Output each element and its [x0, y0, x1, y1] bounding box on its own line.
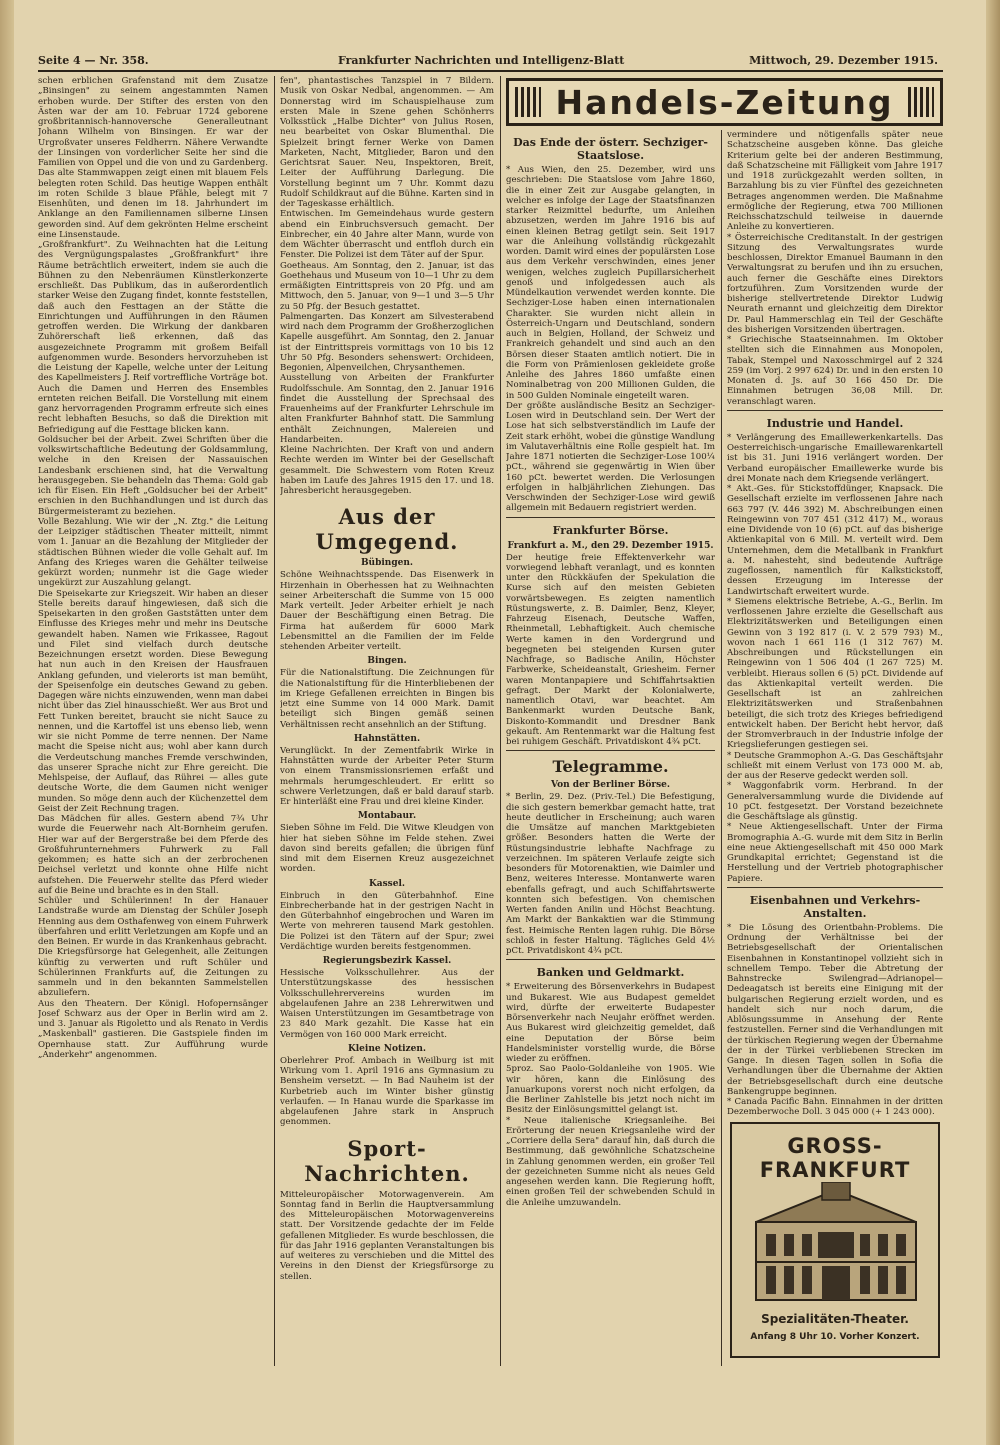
theater-building-illustration [752, 1182, 920, 1302]
column-3 [506, 130, 715, 1366]
article-text: * Canada Pacific Bahn. Einnahmen in der dritten Dezemberwoche Doll. 3 045 000 (+ 1 243 000). [727, 1097, 943, 1118]
article-text: Sieben Söhne im Feld. Die Witwe Kleudgen von hier hat sieben Söhne im Felde stehen. Zwei davon sind bereits gefallen; die übrigen fünf sind mit dem Eisernen Kreuz ausgezeichnet worden. [280, 823, 494, 875]
divider [506, 517, 715, 518]
article-text: Entwischen. Im Gemeindehaus wurde gestern abend ein Einbruchsversuch gemacht. Der Einbrecher, ein 40 Jahre alter Mann, wurde von dem Wächter überrascht und entfloh durch ein Fenster. Die Polizei ist dem Täter auf der Spur. [280, 209, 494, 261]
divider [506, 959, 715, 960]
article-text: * Erweiterung des Börsenverkehrs in Budapest und Bukarest. Wie aus Budapest gemeldet wird, dürfte der erweiterte Budapester Börsenverkehr nach Neujahr eröffnet werden. Aus Bukarest wird gleichzeitig gemeldet, daß eine Deputation der Börse beim Handelsminister vorstellig wurde, die Börse wieder zu eröffnen. [506, 982, 715, 1064]
article-text: fen", phantastisches Tanzspiel in 7 Bildern. Musik von Oskar Nedbal, angenommen. — Am Donnerstag wird im Schauspielhause zum ersten Male in Szene gehen Schönherrs Volksstück „Halbe Dichter" von Julius Rosen, neu bearbeitet von Oskar Blumenthal. Die Spielzeit bringt ferner Werke von Damen Marketen, Nacht, Mitglieder, Baron und den Gerichtsrat Sauer. Neu, Inspektoren, Breit, Leiter der Aufführung Darlegung. Die Vorstellung beginnt um 7 Uhr. Kommt dazu Rudolf Schildkraut auf die Bühne. Karten sind in der Tageskasse erhältlich. [280, 76, 494, 209]
place-heading: Kleine Notizen. [347, 1043, 427, 1054]
section-heading: Sport-Nachrichten. [304, 1135, 470, 1186]
article-heading: Banken und Geldmarkt. [536, 966, 685, 980]
article-text: * Neue italienische Kriegsanleihe. Bei Erörterung der neuen Kriegsanleihe wird der „Corriere della Sera" darauf hin, daß durch die Bestimmung, daß gewöhnliche Schatzscheine in Zahlung genommen werden, ein großer Teil der gezeichneten Summe nicht als neues Geld angesehen werden kann. Die Regierung hofft, einen großen Teil der schwebenden Schuld in die Anleihe umzuwandeln. [506, 1115, 715, 1208]
article-text: Palmengarten. Das Konzert am Silvesterabend wird nach dem Programm der Großherzoglichen Kapelle ausgeführt. Am Sonntag, den 2. Januar ist der Eintrittspreis vormittags von 10 bis 12 Uhr 50 Pfg. Besonders sehenswert: Orchideen, Begonien, Alpenveilchen, Chrysanthemen. [280, 311, 494, 373]
article-text: Kleine Nachrichten. Der Kraft von und andern Rechte werden im Winter bei der Gesellschaft gesammelt. Die Schwestern vom Roten Kreuz haben im Laufe des Jahres 1915 den 17. und 18. Jahresbericht herausgegeben. [280, 445, 494, 496]
divider [506, 750, 715, 751]
column-divider [500, 76, 501, 1366]
column-divider [274, 76, 275, 1366]
article-text: * Berlin, 29. Dez. (Priv.-Tel.) Die Befestigung, die sich gestern bemerkbar gemacht hatte, trat heute deutlicher in Erscheinung; auch waren die Umsätze auf manchen Marktgebieten größer. Besonders hatten die Werte der Rüstungsindustrie lebhafte Nachfrage zu verzeichnen. Im späteren Verlaufe zeigte sich besonders für Motorenaktien, wie Daimler und Benz, weiteres Interesse. Montanwerte waren ebenfalls gefragt, und auch Schiffahrtswerte konnten sich befestigen. Von chemischen Werten fanden Anilin und Höchst Beachtung. Am Markt der Bankaktien war die Stimmung fest. Heimische Renten lagen ruhig. Die Börse schloß in fester Haltung. Tägliches Geld 4½ pCt. Privatdiskont 4¾ pCt. [506, 792, 715, 956]
article-text: Der heutige freie Effektenverkehr war vorwiegend lebhaft veranlagt, und es konnten unter den Rückkäufen der Spekulation die Kurse sich auf den meisten Gebieten vorwärtsbewegen. Es zeigten namentlich Rüstungswerte, z. B. Daimler, Benz, Kleyer, Fahrzeug Eisenach, Deutsche Waffen, Rheinmetall, Lebhaftigkeit. Auch chemische Werte kamen in den Vordergrund und begegneten bei steigenden Kursen guter Nachfrage, so Badische Anilin, Höchster Farbwerke, Scheideanstalt, Griesheim. Ferner waren Montanpapiere und Schiffahrtsaktien gefragt. Der Markt der Kolonialwerte, namentlich Otavi, war beachtet. Am Bankenmarkt wurden Deutsche Bank, Diskonto-Kommandit und Dresdner Bank gekauft. Am Rentenmarkt war die Haltung fest bei ruhigem Geschäft. Privatdiskont 4¾ pCt. [506, 552, 715, 747]
masthead-ornament [908, 87, 934, 117]
masthead-ornament [515, 87, 541, 117]
article-text: * Aus Wien, den 25. Dezember, wird uns geschrieben: Die Staatslose vom Jahre 1860, die in einer Zeit zur Ausgabe gelangten, in welcher es infolge der Lage der Staatsfinanzen starker Reizmittel bedurfte, um Anleihen abzusetzen, werden im Jahre 1916 bis auf einen kleinen Betrag getilgt sein. Seit 1917 war die Anleihung vollständig rückgezahlt worden. Damit wird eines der populärsten Lose aus dem Verkehr verschwinden, eines jener wenigen, welches zugleich Pupillarsicherheit genoß und infolgedessen auch als Mündelkaution verwendet werden konnte. Die Sechziger-Lose haben einen internationalen Charakter. Sie wurden nicht allein in Österreich-Ungarn und Deutschland, sondern auch in Belgien, Holland, der Schweiz und Frankreich gehandelt und sind auch an den Börsen dieser Staaten amtlich notiert. Die in die Form von Prämienlosen gekleidete große Anleihe des Jahres 1860 umfaßte einen Nominalbetrag von 200 Millionen Gulden, die in 500 Gulden Nominale eingeteilt waren. [506, 165, 715, 401]
ad-subtitle: Spezialitäten-Theater. [761, 1312, 909, 1326]
paper-edge-right [986, 0, 1000, 1445]
article-text: vermindere und nötigenfalls später neue Schatzscheine ausgeben könne. Das gleiche Kriterium gelte bei der anderen Bestimmung, daß Schatzscheine mit Fälligkeit vom Jahre 1917 und 1918 zurückgezahlt werden sollten, in Barzahlung bis zu vier Fünftel des gezeichneten Betrages angenommen werden. Die Maßnahme ermögliche der Regierung, etwa 700 Millionen Reichsschatzschuld teilweise in dauernde Anleihe zu konvertieren. [727, 130, 943, 233]
section-heading: Aus der Umgegend. [315, 504, 459, 555]
article-text: „Großfrankfurt". Zu Weihnachten hat die Leitung des Vergnügungspalastes „Großfrankfurt" ihre Räume beträchtlich erweitert, indem sie auch die Bühnen zu den Nebenräumen Künstlerkonzerte erschließt. Das Publikum, das in außerordentlich starker Weise den Zugang findet, konnte feststellen, daß auch den Festtagen an der Stätte die Einrichtungen und Aufführungen in den Räumen getroffen werden. Die Wirkung der dankbaren Zuhörerschaft ließ erkennen, daß das ausgezeichnete Programm mit großem Beifall aufgenommen wurde. Besonders hervorzuheben ist die Leistung der Kapelle, welche unter der Leitung des Kapellmeisters J. Reif vortreffliche Vorträge bot. Auch die Damen und Herren des Ensembles ernteten reichen Beifall. Die Vorstellung mit einem ganz hervorragenden Programm erfreute sich eines recht lebhaften Besuchs, so daß die Direktion mit Befriedigung auf die Festtage blicken kann. [38, 240, 268, 435]
masthead-title: Handels-Zeitung [555, 82, 894, 122]
page-header [38, 50, 938, 70]
ad-showtime: Anfang 8 Uhr 10. Vorher Konzert. [750, 1332, 920, 1342]
article-text: Der größte ausländische Besitz an Sechziger-Losen wird in Deutschland sein. Der Wert der Lose hat sich selbstverständlich im Laufe der Zeit stark erhöht, wobei die günstige Wandlung im Valutaverhältnis eine Rolle gespielt hat. Im Jahre 1871 notierten die Sechziger-Lose 100¼ pCt., während sie gegenwärtig in Wien über 160 pCt. bewertet werden. Die Verlosungen erfolgen in halbjährlichen Ziehungen. Das Verschwinden der Sechziger-Lose wird gewiß allgemein mit Bedauern registriert werden. [506, 400, 715, 514]
place-heading: Kassel. [368, 878, 406, 889]
article-text: Verunglückt. In der Zementfabrik Wirke in Hahnstätten wurde der Arbeiter Peter Sturm von einem Transmissionsriemen erfaßt und mehrmals herumgeschleudert. Er erlitt so schwere Verletzungen, daß er bald darauf starb. Er hinterläßt eine Frau und drei kleine Kinder. [280, 745, 494, 807]
column-4 [727, 130, 943, 1118]
article-text: * Siemens elektrische Betriebe, A.-G., Berlin. Im verflossenen Jahre erzielte die Gesellschaft aus Elektrizitätswerken und Beteiligungen einen Gewinn von 3 192 817 (i. V. 2 579 793) M., wovon nach 1 661 116 (1 312 767) M. Abschreibungen und Rückstellungen ein Reingewinn von 1 506 404 (1 267 725) M. verbleibt. Hieraus sollen 6 (5) pCt. Dividende auf das Aktienkapital verteilt werden. Die Gesellschaft ist an zahlreichen Elektrizitätswerken und Straßenbahnen beteiligt, die sich trotz des Krieges befriedigend entwickelt haben. Der Bericht hebt hervor, daß der Stromverbrauch in der Industrie infolge der Kriegslieferungen gestiegen sei. [727, 596, 943, 751]
place-heading: Bingen. [367, 656, 407, 667]
place-heading: Bübingen. [360, 558, 414, 569]
handels-zeitung-masthead [506, 78, 943, 126]
article-text: Das Mädchen für alles. Gestern abend 7¾ Uhr wurde die Feuerwehr nach Alt-Bornheim gerufen. Hier war auf der Bergerstraße bei dem Pferde des Großfuhrunternehmers Fuhrwerk zu Fall gekommen; es hatte sich an der zerbrochenen Deichsel verletzt und konnte ohne Hilfe nicht aufstehen. Die Feuerwehr stellte das Pferd wieder auf die Beine und brachte es in den Stall. [38, 814, 268, 896]
header-newspaper-title: Frankfurter Nachrichten und Intelligenz-Blatt [338, 54, 625, 67]
article-heading: Das Ende der österr. Sechziger-Staatslose. [513, 136, 708, 162]
header-date: Mittwoch, 29. Dezember 1915. [749, 54, 938, 67]
article-text: Mitteleuropäischer Motorwagenverein. Am Sonntag fand in Berlin die Hauptversammlung des Mitteleuropäischen Motorwagenvereins statt. Der Vorsitzende gedachte der im Felde gefallenen Mitglieder. Es wurde beschlossen, die für das Jahr 1916 geplanten Veranstaltungen bis auf weiteres zu verschieben und die Mittel des Vereins in den Dienst der Kriegsfürsorge zu stellen. [280, 1189, 494, 1282]
article-text: Goetheaus. Am Sonntag, den 2. Januar, ist das Goethehaus und Museum von 10—1 Uhr zu dem ermäßigten Eintrittspreis von 20 Pfg. und am Mittwoch, den 5. Januar, von 9—1 und 3—5 Uhr zu 50 Pfg. der Besuch gestattet. [280, 260, 494, 312]
article-text: * Waggonfabrik vorm. Herbrand. In der Generalversammlung wurde die Dividende auf 10 pCt. festgesetzt. Der Vorstand bezeichnete die Geschäftslage als günstig. [727, 781, 943, 822]
article-text: Goldsucher bei der Arbeit. Zwei Schriften über die volkswirtschaftliche Bedeutung der Goldsammlung, welche in den Kreisen der Nassauischen Landesbank erschienen sind, hat die Verwaltung herausgegeben. Sie behandeln das Thema: Gold gab ich für Eisen. Ein Heft „Goldsucher bei der Arbeit" erschien in den Buchhandlungen und ist durch das Bürgermeisteramt zu beziehen. [38, 434, 268, 517]
article-text: schen erblichen Grafenstand mit dem Zusatze „Binsingen" zu seinem angestammten Namen erhoben wurde. Der Stifter des ersten von den Ästen war der am 10. Februar 1724 geborene großbritannisch-hannoversche Generalleutnant Johann Wilhelm von Binsingen. Er war der Urgroßvater unseres Feldherrn. Nähere Verwandte der Linsingen von vorderlicher Seite her sind die Familien von Oppel und die von und zu Gardenberg. Das alte Stammwappen zeigt einen mit blauem Fels belegten roten Schild. Das heutige Wappen enthält im roten Schilde 3 blaue Pfähle, belegt mit 7 Eisenhüten, und denen im 18. Jahrhundert im Anklange an den Familiennamen silberne Linsen geworden sind. Auf dem gekrönten Helme erscheint eine Linsenstaude. [38, 76, 268, 240]
article-text: Schöne Weihnachtsspende. Das Eisenwerk in Hirzenhain in Oberhessen hat zu Weihnachten seiner Arbeiterschaft die Summe von 15 000 Mark verteilt. Jeder Arbeiter erhielt je nach Dauer der Beschäftigung einen Betrag. Die Firma hat außerdem für 6000 Mark Lebensmittel an die Familien der im Felde stehenden Arbeiter verteilt. [280, 570, 494, 652]
place-heading: Montabaur. [357, 811, 417, 822]
paper-edge-left [0, 0, 14, 1445]
section-heading: Industrie und Handel. [766, 416, 904, 430]
column-2 [280, 76, 494, 1361]
article-text: Die Speisekarte zur Kriegszeit. Wir haben an dieser Stelle bereits darauf hingewiesen, daß sich die Speisekarten in den großen Gaststätten unter dem Einflusse des Krieges mehr und mehr ins Deutsche gewandelt haben. Namen wie Frikassee, Ragout und Filet sind vielfach durch deutsche Bezeichnungen ersetzt worden. Diese Bewegung hat nun auch in den Kreisen der Hausfrauen Anklang gefunden, und vielerorts ist man bemüht, der Speisenfolge ein deutsches Gewand zu geben. Dagegen wäre nichts einzuwenden, wenn man dabei nicht über das Ziel hinausschießt. Wer aus Brot und Fett Tunken bereitet, braucht sie nicht Sauce zu nennen, und die Kartoffel ist uns ebenso lieb, wenn wir sie nicht Pomme de terre nennen. Der Name macht die Speise nicht aus; wohl aber kann durch die Verdeutschung manches Fremde verschwinden, das unserer Sprache nicht zur Ehre gereicht. Die Mehlspeise, der Auflauf, das Rührei — alles gute deutsche Worte, die dem Gaumen nicht weniger munden. So möge denn auch der Küchenzettel dem Geist der Zeit Rechnung tragen. [38, 588, 268, 814]
article-text: * Österreichische Creditanstalt. In der gestrigen Sitzung des Verwaltungsrates wurde beschlossen, Direktor Emanuel Baumann in den Verwaltungsrat zu berufen und ihn zu ersuchen, auch ferner die Geschäfte eines Direktors fortzuführen. Zum Vorsitzenden wurde der bisherige stellvertretende Direktor Ludwig Neurath ernannt und gleichzeitig dem Direktor Dr. Paul Hammerschlag ein Teil der Geschäfte des bisherigen Vorsitzenden übertragen. [727, 232, 943, 335]
divider [727, 887, 943, 888]
header-rule [38, 70, 943, 72]
article-text: 5proz. Sao Paolo-Goldanleihe von 1905. Wie wir hören, kann die Einlösung des Januarkupons vorerst noch nicht erfolgen, da die Berliner Zahlstelle bis jetzt noch nicht im Besitz der Einlösungsmittel gelangt ist. [506, 1064, 715, 1116]
article-heading: Frankfurter Börse. [552, 523, 669, 537]
place-heading: Hahnstätten. [353, 733, 421, 744]
article-text: * Neue Aktiengesellschaft. Unter der Firma Bromographia A.-G. wurde mit dem Sitz in Berlin eine neue Aktiengesellschaft mit 450 000 Mark Grundkapital errichtet; Gegenstand ist die Herstellung und der Vertrieb photographischer Papiere. [727, 822, 943, 884]
article-text: Die Kriegsfürsorge hat Gelegenheit, alle Zeitungen künftig zu verwerten und ruft Schüler und Schülerinnen Frankfurts auf, die Zeitungen zu sammeln und in den bekannten Sammelstellen abzuliefern. [38, 947, 268, 999]
column-divider [721, 130, 722, 1366]
article-text: Schüler und Schülerinnen! In der Hanauer Landstraße wurde am Dienstag der Schüler Joseph Henning aus dem Osthafenweg von einem Fuhrwerk überfahren und erlitt Verletzungen am Kopfe und an den Beinen. Er wurde in das Krankenhaus gebracht. [38, 896, 268, 947]
article-text: * Griechische Staatseinnahmen. Im Oktober stellten sich die Einnahmen aus Monopolen, Tabak, Stempel und Naxosschmirgel auf 2 324 259 (im Vorj. 2 997 624) Dr. und in den ersten 10 Monaten d. Js. auf 30 166 450 Dr. Die Einnahmen betrugen 36,08 Mill. Dr. veranschlagt waren. [727, 335, 943, 407]
article-heading: Telegramme. [552, 757, 669, 777]
dateline: Frankfurt a. M., den 29. Dezember 1915. [507, 540, 714, 551]
header-page-number: Seite 4 — Nr. 358. [38, 54, 149, 67]
subheading: Von der Berliner Börse. [550, 780, 671, 791]
article-text: Einbruch in den Güterbahnhof. Eine Einbrecherbande hat in der gestrigen Nacht in den Güterbahnhof eingebrochen und Waren im Werte von mehreren tausend Mark gestohlen. Die Polizei ist den Tätern auf der Spur; zwei Verdächtige wurden bereits festgenommen. [280, 890, 494, 952]
column-1 [38, 76, 268, 1361]
place-heading: Regierungsbezirk Kassel. [322, 956, 452, 966]
ad-title: GROSS-FRANKFURT [759, 1134, 911, 1182]
divider [727, 410, 943, 411]
gross-frankfurt-advertisement [730, 1122, 940, 1358]
article-text: Oberlehrer Prof. Ambach in Weilburg ist mit Wirkung vom 1. April 1916 ans Gymnasium zu Bensheim versetzt. — In Bad Nauheim ist der Kurbetrieb auch im Winter bisher günstig verlaufen. — In Hanau wurde die Sparkasse im abgelaufenen Jahre stark in Anspruch genommen. [280, 1055, 494, 1128]
article-text: * Deutsche Grammophon A.-G. Das Geschäftsjahr schließt mit einem Verlust von 173 000 M. ab, der aus der Reserve gedeckt werden soll. [727, 750, 943, 781]
article-text: * Die Lösung des Orientbahn-Problems. Die Ordnung der Verhältnisse bei der Betriebsgesellschaft der Orientalischen Eisenbahnen in Konstantinopel vollzieht sich in schnellem Tempo. Teber die Abtretung der Bahnstrecke Swilengrad—Adrianopel—Dedeagatsch ist bereits eine Einigung mit der bulgarischen Regierung erzielt worden, und es handelt sich nur noch darum, die Ablösungssumme in Ansehung der Rente festzustellen. Ferner sind die Verhandlungen mit der türkischen Regierung wegen der Übernahme der in der Türkei verbliebenen Strecken im Gange. In diesen Tagen sollen in Sofia die Verhandlungen über die Übernahme der Aktien der Betriebsgesellschaft durch eine deutsche Bankengruppe beginnen. [727, 922, 943, 1097]
article-text: Hessische Volksschullehrer. Aus der Unterstützungskasse des hessischen Volksschullehrervereins wurden im abgelaufenen Jahre an 238 Lehrerwitwen und Waisen Unterstützungen im Gesamtbetrage von 23 840 Mark gezahlt. Die Kasse hat ein Vermögen von 160 000 Mark erreicht. [280, 968, 494, 1040]
article-text: Aus den Theatern. Der Königl. Hofopernsänger Josef Schwarz aus der Oper in Berlin wird am 2. und 3. Januar als Rigoletto und als Renato in Verdis „Maskenball" gastieren. Die Gastspiele finden im Opernhause statt. Zur Aufführung wurde „Anderkehr" angenommen. [38, 998, 268, 1060]
article-text: Für die Nationalstiftung. Die Zeichnungen für die Nationalstiftung für die Hinterbliebenen der im Kriege Gefallenen erreichten in Bingen bis jetzt eine Summe von 14 000 Mark. Damit beteiligt sich Bingen gemäß seinen Verhältnissen recht ansehnlich an der Stiftung. [280, 668, 494, 730]
article-text: Ausstellung von Arbeiten der Frankfurter Rudolfsschule. Am Sonntag, den 2. Januar 1916 findet die Ausstellung der Sprechsaal des Frauenheims auf der Frankfurter Lehrschule im alten Frankfurter Bahnhof statt. Die Sammlung enthält Zeichnungen, Malereien und Handarbeiten. [280, 373, 494, 445]
article-text: * Verlängerung des Emaillewerkenkartells. Das Oesterreichisch-ungarische Emaillewarenkartell ist bis 31. Juni 1916 verlängert worden. Der Verband europäischer Emaillewerke wurde bis drei Monate nach dem Kriegsende verlängert. [727, 432, 943, 484]
article-text: Volle Bezahlung. Wie wir der „N. Ztg." die Leitung der Leipziger städtischen Theater mitteilt, nimmt vom 1. Januar an die Bezahlung der Mitglieder der städtischen Bühnen wieder die volle Gehalt auf. Im Anfang des Krieges waren die Gehälter teilweise gekürzt worden; nunmehr ist die Gage wieder ungekürzt zur Auszahlung gelangt. [38, 516, 268, 589]
article-text: * Akt.-Ges. für Stickstoffdünger, Knapsack. Die Gesellschaft erzielte im verflossenen Jahre nach 663 797 (V. 446 392) M. Abschreibungen einen Reingewinn von 707 451 (312 417) M., woraus eine Dividende von 10 (6) pCt. auf das bisherige Aktienkapital von 6 Mill. M. verteilt wird. Dem Unternehmen, dem die Metallbank in Frankfurt a. M. nahesteht, sind bedeutende Aufträge zugeflossen, namentlich für Kalkstickstoff, dessen Erzeugung im Interesse der Landwirtschaft erweitert wurde. [727, 484, 943, 597]
section-heading: Eisenbahnen und Verkehrs-Anstalten. [749, 893, 921, 920]
